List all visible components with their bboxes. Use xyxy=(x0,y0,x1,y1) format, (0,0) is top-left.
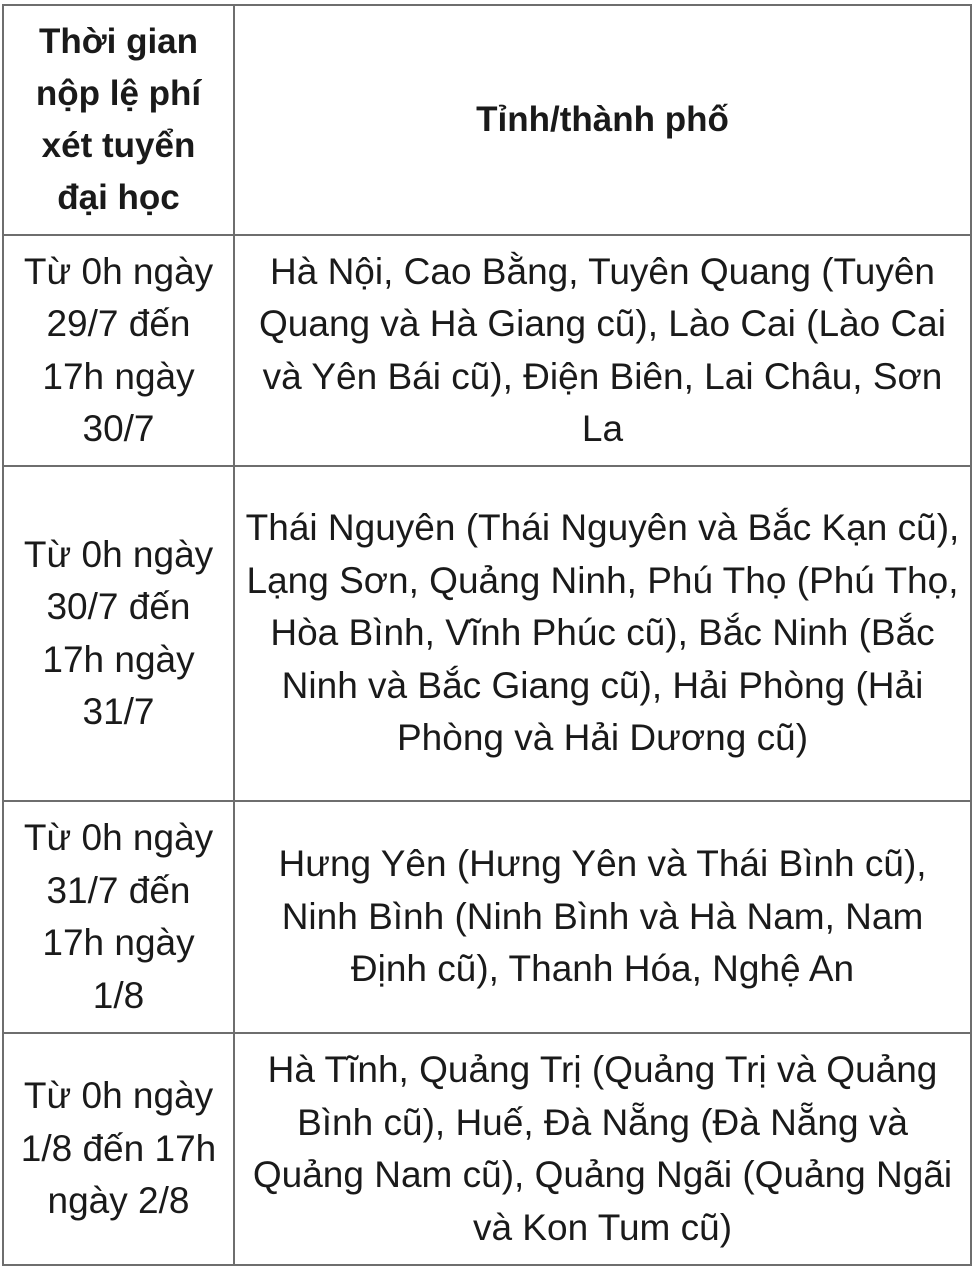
table-row xyxy=(3,801,971,1033)
province-cell: Hà Tĩnh, Quảng Trị (Quảng Trị và Quảng Bình cũ), Huế, Đà Nẵng (Đà Nẵng và Quảng Nam cũ), Quảng Ngãi (Quảng Ngãi và Kon Tum cũ) xyxy=(234,1033,971,1265)
table-row xyxy=(3,1033,971,1265)
table-row xyxy=(3,235,971,466)
time-cell: Từ 0h ngày 31/7 đến 17h ngày 1/8 xyxy=(3,801,234,1033)
time-cell: Từ 0h ngày 30/7 đến 17h ngày 31/7 xyxy=(3,466,234,801)
province-cell: Hưng Yên (Hưng Yên và Thái Bình cũ), Ninh Bình (Ninh Bình và Hà Nam, Nam Định cũ), Thanh Hóa, Nghệ An xyxy=(234,801,971,1033)
table-header-row xyxy=(3,5,971,235)
province-cell: Thái Nguyên (Thái Nguyên và Bắc Kạn cũ), Lạng Sơn, Quảng Ninh, Phú Thọ (Phú Thọ, Hòa Bình, Vĩnh Phúc cũ), Bắc Ninh (Bắc Ninh và Bắc Giang cũ), Hải Phòng (Hải Phòng và Hải Dương cũ) xyxy=(234,466,971,801)
header-province: Tỉnh/thành phố xyxy=(234,5,971,235)
table-row xyxy=(3,466,971,801)
time-cell: Từ 0h ngày 1/8 đến 17h ngày 2/8 xyxy=(3,1033,234,1265)
time-cell: Từ 0h ngày 29/7 đến 17h ngày 30/7 xyxy=(3,235,234,466)
admission-fee-schedule-table xyxy=(2,4,972,1266)
header-time: Thời gian nộp lệ phí xét tuyển đại học xyxy=(3,5,234,235)
province-cell: Hà Nội, Cao Bằng, Tuyên Quang (Tuyên Quang và Hà Giang cũ), Lào Cai (Lào Cai và Yên Bái cũ), Điện Biên, Lai Châu, Sơn La xyxy=(234,235,971,466)
